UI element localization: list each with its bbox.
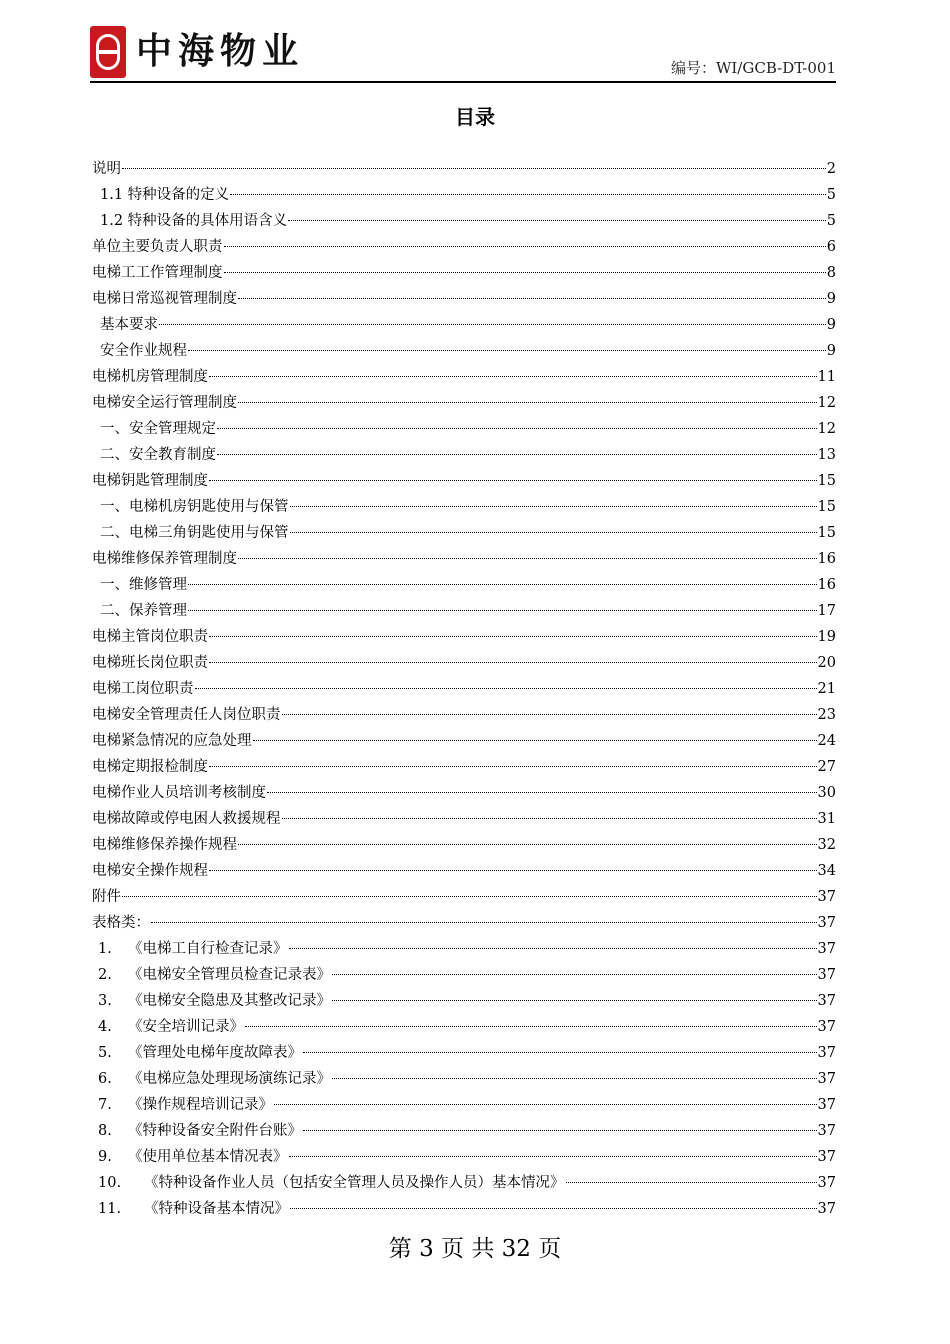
toc-leader-dots — [290, 1198, 817, 1209]
toc-leader-dots — [209, 652, 817, 663]
toc-entry-title: 电梯安全管理责任人岗位职责 — [92, 707, 281, 723]
toc-entry[interactable] — [92, 1170, 836, 1196]
toc-entry-page: 15 — [817, 499, 836, 515]
toc-entry-title: 电梯班长岗位职责 — [92, 655, 208, 671]
toc-entry-page: 37 — [817, 889, 836, 905]
toc-leader-dots — [217, 418, 817, 429]
toc-entry[interactable] — [92, 156, 836, 182]
table-of-contents — [92, 156, 836, 1222]
toc-entry-number: 4. — [98, 1019, 112, 1035]
toc-entry-title: 1.1 特种设备的定义 — [100, 187, 230, 203]
toc-leader-dots — [188, 574, 817, 585]
toc-entry-page: 37 — [817, 941, 836, 957]
toc-leader-dots — [238, 834, 817, 845]
toc-leader-dots — [290, 522, 817, 533]
toc-entry-page: 9 — [826, 317, 836, 333]
toc-entry-page: 19 — [817, 629, 836, 645]
toc-leader-dots — [209, 470, 817, 481]
toc-entry-title: 单位主要负责人职责 — [92, 239, 223, 255]
toc-entry[interactable] — [92, 494, 836, 520]
toc-entry-title: 电梯维修保养操作规程 — [92, 837, 237, 853]
toc-entry-page: 16 — [817, 551, 836, 567]
toc-leader-dots — [238, 548, 817, 559]
toc-leader-dots — [282, 704, 817, 715]
toc-entry-number: 1. — [98, 941, 112, 957]
toc-entry[interactable] — [92, 1144, 836, 1170]
toc-entry[interactable] — [92, 416, 836, 442]
toc-entry-page: 30 — [817, 785, 836, 801]
toc-entry-number: 11. — [98, 1201, 122, 1217]
toc-leader-dots — [238, 288, 826, 299]
toc-entry[interactable] — [92, 754, 836, 780]
page-footer: 第 3 页 共 32 页 — [388, 1236, 562, 1262]
toc-entry-title: 说明 — [92, 161, 121, 177]
toc-entry-page: 31 — [817, 811, 836, 827]
toc-entry-page: 5 — [826, 213, 836, 229]
toc-entry-title: 《管理处电梯年度故障表》 — [128, 1045, 302, 1061]
toc-entry-page: 15 — [817, 525, 836, 541]
toc-leader-dots — [188, 340, 826, 351]
toc-entry-page: 37 — [817, 1097, 836, 1113]
toc-leader-dots — [230, 184, 826, 195]
toc-entry-page: 37 — [817, 967, 836, 983]
toc-entry[interactable] — [92, 936, 836, 962]
toc-leader-dots — [209, 366, 817, 377]
toc-entry[interactable] — [92, 390, 836, 416]
toc-entry[interactable] — [92, 780, 836, 806]
toc-leader-dots — [122, 158, 826, 169]
toc-entry-title: 一、安全管理规定 — [100, 421, 216, 437]
toc-leader-dots — [238, 392, 817, 403]
toc-entry-title: 《电梯安全隐患及其整改记录》 — [128, 993, 331, 1009]
toc-leader-dots — [253, 730, 817, 741]
toc-entry-page: 15 — [817, 473, 836, 489]
toc-leader-dots — [217, 444, 817, 455]
toc-entry[interactable] — [92, 962, 836, 988]
toc-entry-title: 电梯安全操作规程 — [92, 863, 208, 879]
toc-leader-dots — [224, 262, 826, 273]
toc-entry-title: 电梯定期报检制度 — [92, 759, 208, 775]
toc-entry-page: 11 — [817, 369, 836, 385]
toc-entry[interactable] — [92, 884, 836, 910]
toc-entry-title: 《电梯安全管理员检查记录表》 — [128, 967, 331, 983]
toc-leader-dots — [289, 938, 817, 949]
toc-entry-page: 5 — [826, 187, 836, 203]
toc-leader-dots — [224, 236, 826, 247]
toc-entry-page: 37 — [817, 993, 836, 1009]
toc-entry[interactable] — [92, 234, 836, 260]
toc-entry-title: 基本要求 — [100, 317, 158, 333]
toc-entry-number: 7. — [98, 1097, 112, 1113]
toc-entry[interactable] — [92, 676, 836, 702]
toc-leader-dots — [289, 1146, 817, 1157]
toc-entry-title: 电梯工工作管理制度 — [92, 265, 223, 281]
toc-entry[interactable] — [92, 260, 836, 286]
toc-entry-page: 37 — [817, 1071, 836, 1087]
toc-entry-title: 《操作规程培训记录》 — [128, 1097, 273, 1113]
toc-entry[interactable] — [92, 910, 836, 936]
toc-entry-title: 电梯工岗位职责 — [92, 681, 194, 697]
toc-leader-dots — [209, 626, 817, 637]
toc-entry[interactable] — [92, 364, 836, 390]
toc-leader-dots — [288, 210, 826, 221]
toc-entry[interactable] — [92, 286, 836, 312]
toc-entry-title: 《特种设备安全附件台账》 — [128, 1123, 302, 1139]
page-header — [90, 22, 836, 82]
toc-leader-dots — [159, 314, 826, 325]
company-logo-icon — [90, 26, 126, 78]
toc-entry-page: 24 — [817, 733, 836, 749]
toc-entry-page: 34 — [817, 863, 836, 879]
toc-entry[interactable] — [92, 468, 836, 494]
toc-entry-page: 37 — [817, 1201, 836, 1217]
toc-entry-title: 电梯安全运行管理制度 — [92, 395, 237, 411]
toc-leader-dots — [267, 782, 817, 793]
toc-entry-title: 《特种设备基本情况》 — [144, 1201, 289, 1217]
toc-entry-title: 表格类： — [92, 915, 150, 931]
toc-leader-dots — [332, 990, 817, 1001]
toc-entry-page: 9 — [826, 291, 836, 307]
toc-entry[interactable] — [92, 182, 836, 208]
toc-entry-title: 电梯机房管理制度 — [92, 369, 208, 385]
toc-entry-number: 6. — [98, 1071, 112, 1087]
toc-entry-page: 9 — [826, 343, 836, 359]
toc-entry[interactable] — [92, 598, 836, 624]
toc-entry-title: 《电梯应急处理现场演练记录》 — [128, 1071, 331, 1087]
toc-entry-title: 二、电梯三角钥匙使用与保管 — [100, 525, 289, 541]
toc-leader-dots — [566, 1172, 817, 1183]
toc-entry-title: 电梯日常巡视管理制度 — [92, 291, 237, 307]
toc-entry-title: 1.2 特种设备的具体用语含义 — [100, 213, 288, 229]
toc-entry-number: 3. — [98, 993, 112, 1009]
toc-entry-page: 12 — [817, 421, 836, 437]
toc-entry[interactable] — [92, 546, 836, 572]
toc-entry[interactable] — [92, 1040, 836, 1066]
toc-entry-page: 12 — [817, 395, 836, 411]
toc-entry-title: 安全作业规程 — [100, 343, 187, 359]
toc-entry[interactable] — [92, 728, 836, 754]
toc-leader-dots — [303, 1042, 817, 1053]
toc-entry-page: 37 — [817, 1019, 836, 1035]
toc-entry-title: 《安全培训记录》 — [128, 1019, 244, 1035]
toc-leader-dots — [282, 808, 817, 819]
document-code: 编号：WI/GCB-DT-001 — [670, 59, 836, 77]
toc-entry[interactable] — [92, 1066, 836, 1092]
toc-entry[interactable] — [92, 624, 836, 650]
toc-entry-title: 二、保养管理 — [100, 603, 187, 619]
toc-leader-dots — [151, 912, 817, 923]
toc-leader-dots — [188, 600, 817, 611]
toc-entry-page: 16 — [817, 577, 836, 593]
toc-entry-page: 20 — [817, 655, 836, 671]
toc-entry[interactable] — [92, 1118, 836, 1144]
toc-leader-dots — [332, 964, 817, 975]
toc-leader-dots — [303, 1120, 817, 1131]
toc-entry-page: 2 — [826, 161, 836, 177]
toc-entry-title: 电梯钥匙管理制度 — [92, 473, 208, 489]
toc-entry-title: 电梯维修保养管理制度 — [92, 551, 237, 567]
company-logo-text: 中海物业 — [136, 31, 305, 72]
toc-entry-title: 二、安全教育制度 — [100, 447, 216, 463]
toc-leader-dots — [290, 496, 817, 507]
toc-entry-number: 9. — [98, 1149, 112, 1165]
toc-entry-title: 一、电梯机房钥匙使用与保管 — [100, 499, 289, 515]
toc-entry-title: 附件 — [92, 889, 121, 905]
toc-entry-title: 一、维修管理 — [100, 577, 187, 593]
toc-entry[interactable] — [92, 338, 836, 364]
toc-entry[interactable] — [92, 832, 836, 858]
toc-entry-page: 21 — [817, 681, 836, 697]
toc-entry-number: 8. — [98, 1123, 112, 1139]
toc-entry-number: 5. — [98, 1045, 112, 1061]
toc-entry[interactable] — [92, 572, 836, 598]
toc-entry-page: 23 — [817, 707, 836, 723]
toc-entry-page: 37 — [817, 915, 836, 931]
toc-entry-page: 37 — [817, 1175, 836, 1191]
toc-entry[interactable] — [92, 520, 836, 546]
toc-entry[interactable] — [92, 858, 836, 884]
toc-leader-dots — [245, 1016, 817, 1027]
toc-entry-title: 电梯故障或停电困人救援规程 — [92, 811, 281, 827]
toc-entry-title: 《电梯工自行检查记录》 — [128, 941, 288, 957]
toc-leader-dots — [195, 678, 817, 689]
toc-entry-title: 电梯紧急情况的应急处理 — [92, 733, 252, 749]
toc-leader-dots — [209, 756, 817, 767]
toc-entry-page: 32 — [817, 837, 836, 853]
toc-entry-page: 37 — [817, 1123, 836, 1139]
toc-title: 目录 — [455, 105, 495, 129]
toc-entry[interactable] — [92, 312, 836, 338]
toc-entry-title: 电梯作业人员培训考核制度 — [92, 785, 266, 801]
header-divider — [90, 81, 836, 83]
toc-entry[interactable] — [92, 1014, 836, 1040]
toc-entry[interactable] — [92, 806, 836, 832]
toc-entry[interactable] — [92, 1196, 836, 1222]
toc-entry[interactable] — [92, 702, 836, 728]
toc-entry-page: 13 — [817, 447, 836, 463]
toc-entry[interactable] — [92, 1092, 836, 1118]
toc-entry-title: 《使用单位基本情况表》 — [128, 1149, 288, 1165]
toc-entry-title: 电梯主管岗位职责 — [92, 629, 208, 645]
toc-entry-page: 6 — [826, 239, 836, 255]
toc-entry-page: 37 — [817, 1045, 836, 1061]
toc-entry[interactable] — [92, 208, 836, 234]
toc-leader-dots — [332, 1068, 817, 1079]
toc-entry-number: 10. — [98, 1175, 122, 1191]
toc-entry[interactable] — [92, 442, 836, 468]
toc-leader-dots — [274, 1094, 817, 1105]
toc-entry-page: 37 — [817, 1149, 836, 1165]
toc-leader-dots — [209, 860, 817, 871]
toc-entry-page: 27 — [817, 759, 836, 775]
toc-entry-number: 2. — [98, 967, 112, 983]
toc-entry-page: 17 — [817, 603, 836, 619]
toc-entry[interactable] — [92, 988, 836, 1014]
toc-entry[interactable] — [92, 650, 836, 676]
toc-entry-page: 8 — [826, 265, 836, 281]
toc-entry-title: 《特种设备作业人员（包括安全管理人员及操作人员）基本情况》 — [144, 1175, 565, 1191]
toc-leader-dots — [122, 886, 817, 897]
